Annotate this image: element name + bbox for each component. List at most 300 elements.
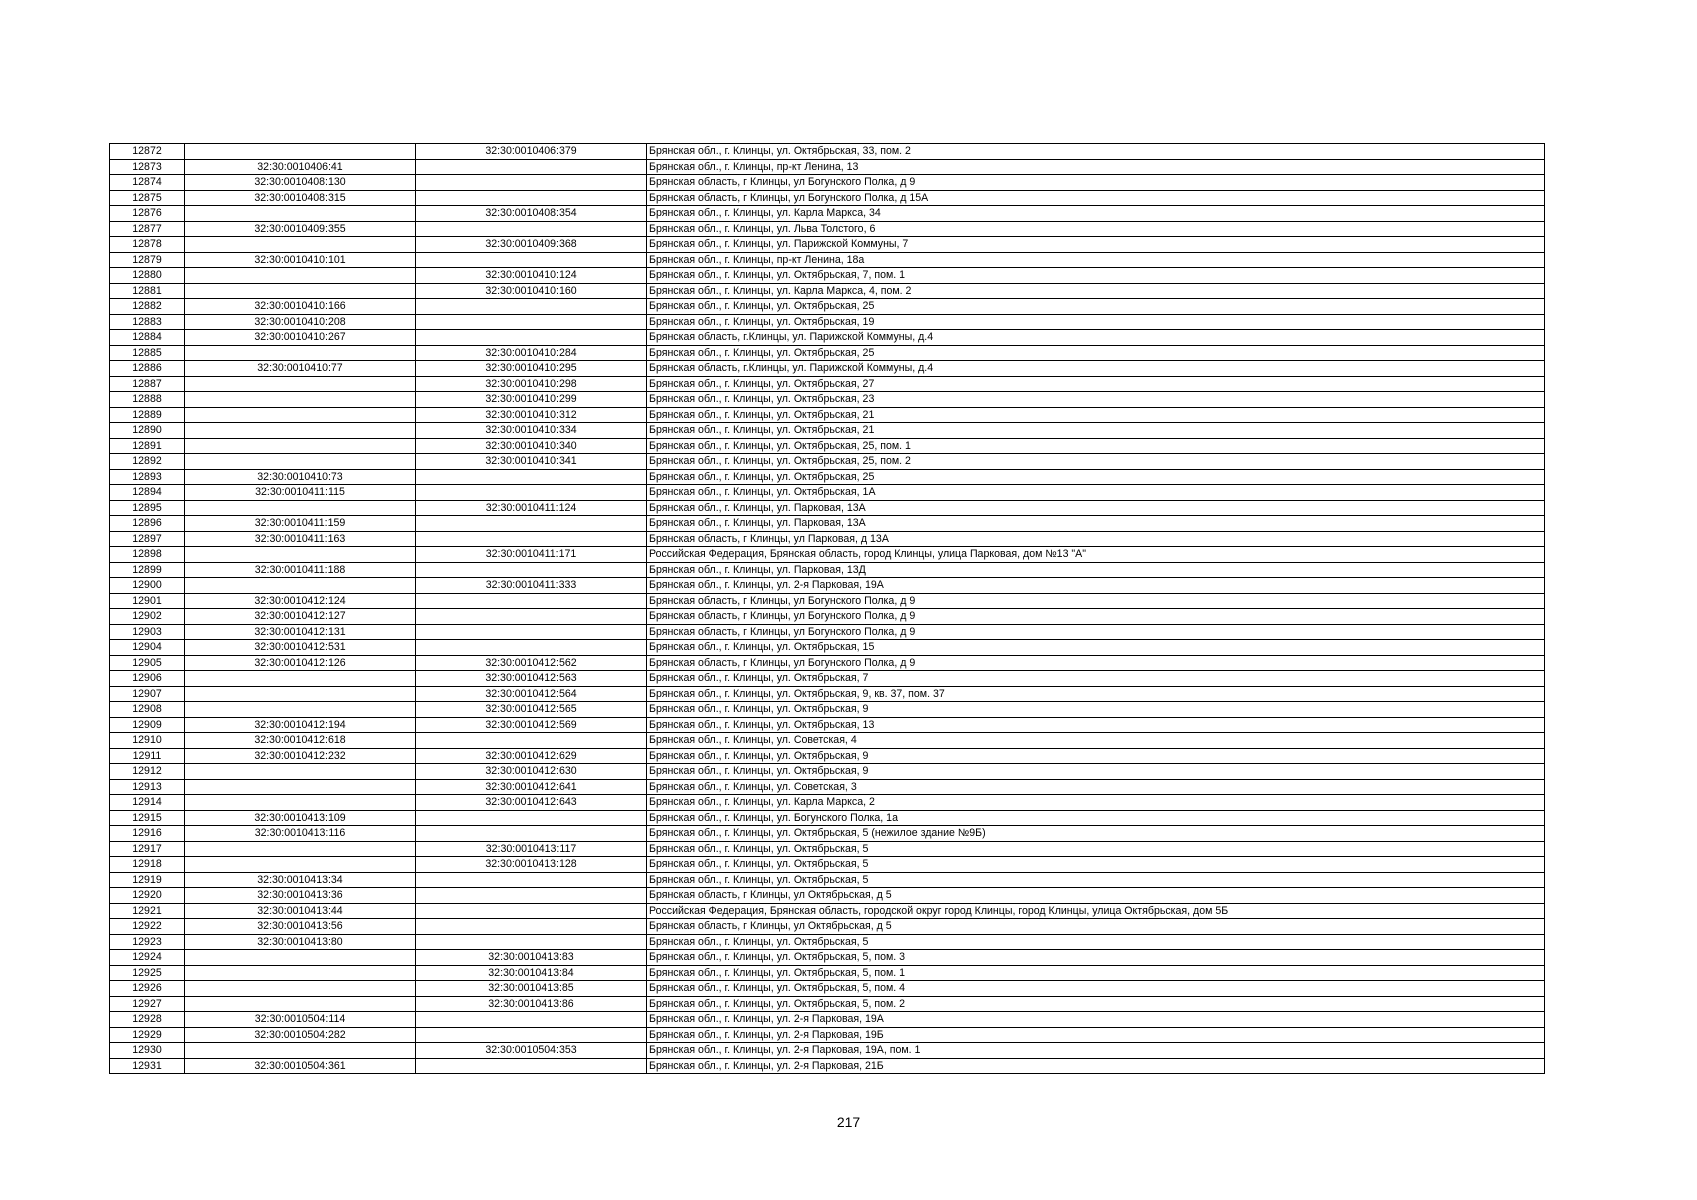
address-cell: Брянская обл., г. Клинцы, ул. Октябрьская, 7 — [647, 671, 1545, 687]
related-cadastral-number-cell: 32:30:0010412:629 — [416, 748, 647, 764]
address-cell: Брянская обл., г. Клинцы, ул. Октябрьская, 5 — [647, 841, 1545, 857]
table-row — [110, 578, 1545, 594]
cadastral-number-cell: 32:30:0010410:267 — [185, 330, 416, 346]
table-row — [110, 919, 1545, 935]
table-row — [110, 795, 1545, 811]
address-cell: Российская Федерация, Брянская область, городской округ город Клинцы, город Клинцы, улица Октябрьская, дом 5Б — [647, 903, 1545, 919]
table-row — [110, 624, 1545, 640]
address-cell: Брянская обл., г. Клинцы, ул. 2-я Парковая, 19А, пом. 1 — [647, 1043, 1545, 1059]
address-cell: Брянская обл., г. Клинцы, ул. Советская, 3 — [647, 779, 1545, 795]
table-row — [110, 671, 1545, 687]
cadastral-number-cell: 32:30:0010408:315 — [185, 190, 416, 206]
related-cadastral-number-cell — [416, 314, 647, 330]
cadastral-number-cell: 32:30:0010412:232 — [185, 748, 416, 764]
table-row — [110, 981, 1545, 997]
table-row — [110, 950, 1545, 966]
related-cadastral-number-cell: 32:30:0010410:124 — [416, 268, 647, 284]
row-number-cell: 12912 — [110, 764, 185, 780]
related-cadastral-number-cell — [416, 609, 647, 625]
address-cell: Брянская обл., г. Клинцы, ул. Октябрьская, 15 — [647, 640, 1545, 656]
related-cadastral-number-cell: 32:30:0010412:564 — [416, 686, 647, 702]
cadastral-number-cell: 32:30:0010412:124 — [185, 593, 416, 609]
row-number-cell: 12899 — [110, 562, 185, 578]
related-cadastral-number-cell — [416, 593, 647, 609]
row-number-cell: 12920 — [110, 888, 185, 904]
related-cadastral-number-cell: 32:30:0010412:641 — [416, 779, 647, 795]
address-cell: Брянская обл., г. Клинцы, ул. Октябрьская, 21 — [647, 423, 1545, 439]
row-number-cell: 12909 — [110, 717, 185, 733]
table-row — [110, 237, 1545, 253]
related-cadastral-number-cell — [416, 175, 647, 191]
table-row — [110, 221, 1545, 237]
row-number-cell: 12908 — [110, 702, 185, 718]
cadastral-number-cell — [185, 578, 416, 594]
related-cadastral-number-cell: 32:30:0010409:368 — [416, 237, 647, 253]
address-cell: Брянская обл., г. Клинцы, ул. Октябрьская, 5, пом. 1 — [647, 965, 1545, 981]
cadastral-number-cell: 32:30:0010504:282 — [185, 1027, 416, 1043]
cadastral-number-cell: 32:30:0010410:166 — [185, 299, 416, 315]
table-row — [110, 252, 1545, 268]
address-cell: Брянская обл., г. Клинцы, ул. Льва Толстого, 6 — [647, 221, 1545, 237]
related-cadastral-number-cell: 32:30:0010411:171 — [416, 547, 647, 563]
cadastral-number-cell — [185, 795, 416, 811]
related-cadastral-number-cell — [416, 252, 647, 268]
row-number-cell: 12918 — [110, 857, 185, 873]
row-number-cell: 12891 — [110, 438, 185, 454]
cadastral-number-cell: 32:30:0010413:116 — [185, 826, 416, 842]
table-row — [110, 903, 1545, 919]
table-row — [110, 423, 1545, 439]
address-cell: Брянская обл., г. Клинцы, ул. Октябрьская, 9 — [647, 764, 1545, 780]
address-cell: Брянская обл., г. Клинцы, ул. Октябрьская, 25, пом. 2 — [647, 454, 1545, 470]
related-cadastral-number-cell: 32:30:0010410:295 — [416, 361, 647, 377]
related-cadastral-number-cell — [416, 624, 647, 640]
table-row — [110, 609, 1545, 625]
row-number-cell: 12888 — [110, 392, 185, 408]
related-cadastral-number-cell: 32:30:0010412:643 — [416, 795, 647, 811]
related-cadastral-number-cell: 32:30:0010412:562 — [416, 655, 647, 671]
address-cell: Брянская обл., г. Клинцы, ул. Парковая, 13А — [647, 516, 1545, 532]
cadastral-number-cell: 32:30:0010413:36 — [185, 888, 416, 904]
cadastral-number-cell — [185, 702, 416, 718]
row-number-cell: 12882 — [110, 299, 185, 315]
related-cadastral-number-cell: 32:30:0010413:85 — [416, 981, 647, 997]
row-number-cell: 12923 — [110, 934, 185, 950]
row-number-cell: 12925 — [110, 965, 185, 981]
row-number-cell: 12906 — [110, 671, 185, 687]
related-cadastral-number-cell: 32:30:0010504:353 — [416, 1043, 647, 1059]
cadastral-number-cell: 32:30:0010409:355 — [185, 221, 416, 237]
cadastral-number-cell: 32:30:0010413:34 — [185, 872, 416, 888]
cadastral-number-cell: 32:30:0010411:159 — [185, 516, 416, 532]
related-cadastral-number-cell — [416, 1027, 647, 1043]
table-row — [110, 764, 1545, 780]
row-number-cell: 12913 — [110, 779, 185, 795]
table-row — [110, 175, 1545, 191]
table-row — [110, 190, 1545, 206]
row-number-cell: 12915 — [110, 810, 185, 826]
cadastral-number-cell — [185, 686, 416, 702]
cadastral-number-cell: 32:30:0010410:73 — [185, 469, 416, 485]
cadastral-number-cell: 32:30:0010410:101 — [185, 252, 416, 268]
table-row — [110, 640, 1545, 656]
row-number-cell: 12892 — [110, 454, 185, 470]
cadastral-number-cell — [185, 454, 416, 470]
address-cell: Брянская область, г Клинцы, ул Богунского Полка, д 9 — [647, 175, 1545, 191]
related-cadastral-number-cell: 32:30:0010412:565 — [416, 702, 647, 718]
cadastral-number-cell — [185, 1043, 416, 1059]
row-number-cell: 12905 — [110, 655, 185, 671]
cadastral-number-cell: 32:30:0010410:77 — [185, 361, 416, 377]
address-cell: Брянская обл., г. Клинцы, ул. Карла Маркса, 34 — [647, 206, 1545, 222]
cadastral-number-cell: 32:30:0010504:361 — [185, 1058, 416, 1074]
table-row — [110, 562, 1545, 578]
row-number-cell: 12922 — [110, 919, 185, 935]
related-cadastral-number-cell — [416, 221, 647, 237]
address-cell: Брянская обл., г. Клинцы, ул. Парковая, 13А — [647, 500, 1545, 516]
related-cadastral-number-cell — [416, 810, 647, 826]
address-cell: Брянская обл., г. Клинцы, ул. Октябрьская, 33, пом. 2 — [647, 144, 1545, 160]
cadastral-number-cell: 32:30:0010411:163 — [185, 531, 416, 547]
address-cell: Брянская обл., г. Клинцы, ул. Парковая, 13Д — [647, 562, 1545, 578]
table-row — [110, 407, 1545, 423]
cadastral-number-cell — [185, 144, 416, 160]
address-cell: Брянская область, г.Клинцы, ул. Парижской Коммуны, д.4 — [647, 330, 1545, 346]
table-row — [110, 299, 1545, 315]
related-cadastral-number-cell: 32:30:0010410:160 — [416, 283, 647, 299]
row-number-cell: 12930 — [110, 1043, 185, 1059]
cadastral-number-cell — [185, 965, 416, 981]
row-number-cell: 12885 — [110, 345, 185, 361]
row-number-cell: 12894 — [110, 485, 185, 501]
table-row — [110, 345, 1545, 361]
cadastral-number-cell — [185, 438, 416, 454]
table-row — [110, 965, 1545, 981]
table-row — [110, 268, 1545, 284]
related-cadastral-number-cell: 32:30:0010410:284 — [416, 345, 647, 361]
address-cell: Брянская обл., г. Клинцы, ул. Октябрьская, 5 (нежилое здание №9Б) — [647, 826, 1545, 842]
row-number-cell: 12874 — [110, 175, 185, 191]
address-cell: Брянская обл., г. Клинцы, ул. 2-я Парковая, 21Б — [647, 1058, 1545, 1074]
row-number-cell: 12895 — [110, 500, 185, 516]
table-row — [110, 717, 1545, 733]
row-number-cell: 12919 — [110, 872, 185, 888]
cadastral-number-cell — [185, 671, 416, 687]
row-number-cell: 12883 — [110, 314, 185, 330]
related-cadastral-number-cell: 32:30:0010413:117 — [416, 841, 647, 857]
cadastral-number-cell: 32:30:0010411:188 — [185, 562, 416, 578]
row-number-cell: 12901 — [110, 593, 185, 609]
related-cadastral-number-cell — [416, 299, 647, 315]
cadastral-number-cell: 32:30:0010413:56 — [185, 919, 416, 935]
registry-table — [109, 143, 1545, 1074]
cadastral-number-cell: 32:30:0010412:194 — [185, 717, 416, 733]
table-row — [110, 314, 1545, 330]
related-cadastral-number-cell: 32:30:0010410:312 — [416, 407, 647, 423]
cadastral-number-cell — [185, 950, 416, 966]
cadastral-number-cell: 32:30:0010412:531 — [185, 640, 416, 656]
address-cell: Брянская обл., г. Клинцы, ул. Октябрьская, 5 — [647, 934, 1545, 950]
address-cell: Брянская обл., г. Клинцы, ул. Октябрьская, 9 — [647, 702, 1545, 718]
address-cell: Брянская область, г.Клинцы, ул. Парижской Коммуны, д.4 — [647, 361, 1545, 377]
address-cell: Брянская обл., г. Клинцы, ул. Октябрьская, 21 — [647, 407, 1545, 423]
table-row — [110, 516, 1545, 532]
address-cell: Брянская обл., г. Клинцы, ул. Октябрьская, 7, пом. 1 — [647, 268, 1545, 284]
table-row — [110, 330, 1545, 346]
related-cadastral-number-cell — [416, 934, 647, 950]
table-row — [110, 593, 1545, 609]
cadastral-number-cell: 32:30:0010410:208 — [185, 314, 416, 330]
related-cadastral-number-cell: 32:30:0010412:630 — [416, 764, 647, 780]
cadastral-number-cell — [185, 841, 416, 857]
cadastral-number-cell — [185, 764, 416, 780]
cadastral-number-cell: 32:30:0010408:130 — [185, 175, 416, 191]
table-row — [110, 1058, 1545, 1074]
related-cadastral-number-cell — [416, 733, 647, 749]
row-number-cell: 12903 — [110, 624, 185, 640]
address-cell: Брянская обл., г. Клинцы, ул. Октябрьская, 5, пом. 4 — [647, 981, 1545, 997]
related-cadastral-number-cell: 32:30:0010412:563 — [416, 671, 647, 687]
address-cell: Брянская обл., г. Клинцы, ул. Октябрьская, 9 — [647, 748, 1545, 764]
cadastral-number-cell: 32:30:0010411:115 — [185, 485, 416, 501]
table-row — [110, 206, 1545, 222]
cadastral-number-cell: 32:30:0010412:131 — [185, 624, 416, 640]
table-row — [110, 810, 1545, 826]
row-number-cell: 12928 — [110, 1012, 185, 1028]
address-cell: Брянская обл., г. Клинцы, ул. 2-я Парковая, 19А — [647, 1012, 1545, 1028]
related-cadastral-number-cell — [416, 872, 647, 888]
row-number-cell: 12898 — [110, 547, 185, 563]
row-number-cell: 12929 — [110, 1027, 185, 1043]
address-cell: Брянская обл., г. Клинцы, ул. Октябрьская, 23 — [647, 392, 1545, 408]
address-cell: Брянская область, г Клинцы, ул Богунского Полка, д 9 — [647, 609, 1545, 625]
table-row — [110, 283, 1545, 299]
cadastral-number-cell: 32:30:0010413:44 — [185, 903, 416, 919]
address-cell: Брянская обл., г. Клинцы, ул. Октябрьская, 9, кв. 37, пом. 37 — [647, 686, 1545, 702]
address-cell: Брянская обл., г. Клинцы, ул. Октябрьская, 25 — [647, 469, 1545, 485]
row-number-cell: 12872 — [110, 144, 185, 160]
row-number-cell: 12904 — [110, 640, 185, 656]
table-row — [110, 996, 1545, 1012]
related-cadastral-number-cell — [416, 1012, 647, 1028]
address-cell: Брянская обл., г. Клинцы, ул. Октябрьская, 5 — [647, 872, 1545, 888]
address-cell: Брянская область, г Клинцы, ул Богунского Полка, д 9 — [647, 655, 1545, 671]
row-number-cell: 12881 — [110, 283, 185, 299]
address-cell: Брянская обл., г. Клинцы, ул. 2-я Парковая, 19Б — [647, 1027, 1545, 1043]
table-row — [110, 934, 1545, 950]
table-row — [110, 469, 1545, 485]
cadastral-number-cell: 32:30:0010406:41 — [185, 159, 416, 175]
row-number-cell: 12873 — [110, 159, 185, 175]
row-number-cell: 12890 — [110, 423, 185, 439]
cadastral-number-cell: 32:30:0010504:114 — [185, 1012, 416, 1028]
row-number-cell: 12927 — [110, 996, 185, 1012]
related-cadastral-number-cell: 32:30:0010410:299 — [416, 392, 647, 408]
related-cadastral-number-cell — [416, 826, 647, 842]
table-row — [110, 857, 1545, 873]
address-cell: Брянская область, г Клинцы, ул Парковая, д 13А — [647, 531, 1545, 547]
related-cadastral-number-cell — [416, 516, 647, 532]
cadastral-number-cell — [185, 981, 416, 997]
address-cell: Брянская обл., г. Клинцы, пр-кт Ленина, 18а — [647, 252, 1545, 268]
related-cadastral-number-cell — [416, 469, 647, 485]
page-number: 217 — [836, 1114, 861, 1130]
cadastral-number-cell — [185, 547, 416, 563]
row-number-cell: 12916 — [110, 826, 185, 842]
address-cell: Брянская обл., г. Клинцы, ул. Октябрьская, 19 — [647, 314, 1545, 330]
table-row — [110, 438, 1545, 454]
row-number-cell: 12896 — [110, 516, 185, 532]
table-row — [110, 779, 1545, 795]
table-row — [110, 655, 1545, 671]
row-number-cell: 12887 — [110, 376, 185, 392]
cadastral-number-cell — [185, 237, 416, 253]
registry-table-body — [110, 144, 1545, 1074]
address-cell: Брянская обл., г. Клинцы, ул. Советская, 4 — [647, 733, 1545, 749]
row-number-cell: 12921 — [110, 903, 185, 919]
related-cadastral-number-cell: 32:30:0010413:128 — [416, 857, 647, 873]
row-number-cell: 12884 — [110, 330, 185, 346]
address-cell: Брянская обл., г. Клинцы, ул. Октябрьская, 25 — [647, 299, 1545, 315]
row-number-cell: 12924 — [110, 950, 185, 966]
table-row — [110, 733, 1545, 749]
address-cell: Брянская область, г Клинцы, ул Богунского Полка, д 9 — [647, 593, 1545, 609]
address-cell: Брянская область, г Клинцы, ул Богунского Полка, д 9 — [647, 624, 1545, 640]
cadastral-number-cell — [185, 423, 416, 439]
table-row — [110, 748, 1545, 764]
row-number-cell: 12878 — [110, 237, 185, 253]
row-number-cell: 12880 — [110, 268, 185, 284]
related-cadastral-number-cell — [416, 903, 647, 919]
row-number-cell: 12907 — [110, 686, 185, 702]
related-cadastral-number-cell: 32:30:0010411:124 — [416, 500, 647, 516]
related-cadastral-number-cell — [416, 640, 647, 656]
cadastral-number-cell: 32:30:0010412:127 — [185, 609, 416, 625]
table-row — [110, 702, 1545, 718]
cadastral-number-cell: 32:30:0010413:109 — [185, 810, 416, 826]
row-number-cell: 12911 — [110, 748, 185, 764]
address-cell: Брянская обл., г. Клинцы, ул. Карла Маркса, 4, пом. 2 — [647, 283, 1545, 299]
row-number-cell: 12917 — [110, 841, 185, 857]
related-cadastral-number-cell — [416, 562, 647, 578]
row-number-cell: 12910 — [110, 733, 185, 749]
related-cadastral-number-cell: 32:30:0010410:298 — [416, 376, 647, 392]
address-cell: Брянская обл., г. Клинцы, ул. Карла Маркса, 2 — [647, 795, 1545, 811]
related-cadastral-number-cell: 32:30:0010408:354 — [416, 206, 647, 222]
table-row — [110, 500, 1545, 516]
cadastral-number-cell — [185, 779, 416, 795]
cadastral-number-cell — [185, 345, 416, 361]
related-cadastral-number-cell — [416, 888, 647, 904]
related-cadastral-number-cell — [416, 330, 647, 346]
row-number-cell: 12886 — [110, 361, 185, 377]
table-row — [110, 826, 1545, 842]
related-cadastral-number-cell — [416, 159, 647, 175]
table-row — [110, 888, 1545, 904]
table-row — [110, 485, 1545, 501]
address-cell: Брянская обл., г. Клинцы, ул. Октябрьская, 5, пом. 3 — [647, 950, 1545, 966]
cadastral-number-cell — [185, 392, 416, 408]
address-cell: Брянская обл., г. Клинцы, ул. Октябрьская, 25, пом. 1 — [647, 438, 1545, 454]
table-row — [110, 531, 1545, 547]
table-row — [110, 376, 1545, 392]
related-cadastral-number-cell: 32:30:0010412:569 — [416, 717, 647, 733]
related-cadastral-number-cell: 32:30:0010413:84 — [416, 965, 647, 981]
related-cadastral-number-cell: 32:30:0010410:341 — [416, 454, 647, 470]
row-number-cell: 12902 — [110, 609, 185, 625]
table-row — [110, 1012, 1545, 1028]
table-row — [110, 1043, 1545, 1059]
table-row — [110, 841, 1545, 857]
cadastral-number-cell: 32:30:0010412:126 — [185, 655, 416, 671]
related-cadastral-number-cell: 32:30:0010410:334 — [416, 423, 647, 439]
table-row — [110, 159, 1545, 175]
row-number-cell: 12877 — [110, 221, 185, 237]
related-cadastral-number-cell: 32:30:0010413:83 — [416, 950, 647, 966]
table-row — [110, 547, 1545, 563]
row-number-cell: 12897 — [110, 531, 185, 547]
address-cell: Брянская область, г Клинцы, ул Богунского Полка, д 15А — [647, 190, 1545, 206]
address-cell: Брянская обл., г. Клинцы, ул. Октябрьская, 25 — [647, 345, 1545, 361]
cadastral-number-cell — [185, 376, 416, 392]
cadastral-number-cell — [185, 500, 416, 516]
table-row — [110, 144, 1545, 160]
cadastral-number-cell: 32:30:0010412:618 — [185, 733, 416, 749]
row-number-cell: 12900 — [110, 578, 185, 594]
address-cell: Брянская обл., г. Клинцы, ул. 2-я Парковая, 19А — [647, 578, 1545, 594]
cadastral-number-cell — [185, 996, 416, 1012]
related-cadastral-number-cell: 32:30:0010413:86 — [416, 996, 647, 1012]
address-cell: Брянская область, г Клинцы, ул Октябрьская, д 5 — [647, 888, 1545, 904]
cadastral-number-cell — [185, 283, 416, 299]
table-row — [110, 686, 1545, 702]
row-number-cell: 12889 — [110, 407, 185, 423]
row-number-cell: 12875 — [110, 190, 185, 206]
related-cadastral-number-cell — [416, 190, 647, 206]
related-cadastral-number-cell — [416, 531, 647, 547]
address-cell: Брянская обл., г. Клинцы, ул. Октябрьская, 27 — [647, 376, 1545, 392]
cadastral-number-cell — [185, 206, 416, 222]
row-number-cell: 12876 — [110, 206, 185, 222]
address-cell: Брянская обл., г. Клинцы, ул. Октябрьская, 13 — [647, 717, 1545, 733]
row-number-cell: 12931 — [110, 1058, 185, 1074]
related-cadastral-number-cell: 32:30:0010406:379 — [416, 144, 647, 160]
related-cadastral-number-cell: 32:30:0010410:340 — [416, 438, 647, 454]
address-cell: Брянская обл., г. Клинцы, ул. Октябрьская, 1А — [647, 485, 1545, 501]
related-cadastral-number-cell — [416, 485, 647, 501]
table-row — [110, 454, 1545, 470]
cadastral-number-cell — [185, 268, 416, 284]
cadastral-number-cell — [185, 407, 416, 423]
cadastral-number-cell: 32:30:0010413:80 — [185, 934, 416, 950]
address-cell: Брянская обл., г. Клинцы, ул. Октябрьская, 5, пом. 2 — [647, 996, 1545, 1012]
table-row — [110, 1027, 1545, 1043]
row-number-cell: 12914 — [110, 795, 185, 811]
table-row — [110, 392, 1545, 408]
related-cadastral-number-cell — [416, 919, 647, 935]
row-number-cell: 12926 — [110, 981, 185, 997]
row-number-cell: 12893 — [110, 469, 185, 485]
table-row — [110, 872, 1545, 888]
address-cell: Российская Федерация, Брянская область, город Клинцы, улица Парковая, дом №13 "А" — [647, 547, 1545, 563]
cadastral-number-cell — [185, 857, 416, 873]
address-cell: Брянская обл., г. Клинцы, пр-кт Ленина, 13 — [647, 159, 1545, 175]
row-number-cell: 12879 — [110, 252, 185, 268]
address-cell: Брянская обл., г. Клинцы, ул. Богунского Полка, 1а — [647, 810, 1545, 826]
table-row — [110, 361, 1545, 377]
related-cadastral-number-cell: 32:30:0010411:333 — [416, 578, 647, 594]
address-cell: Брянская область, г Клинцы, ул Октябрьская, д 5 — [647, 919, 1545, 935]
